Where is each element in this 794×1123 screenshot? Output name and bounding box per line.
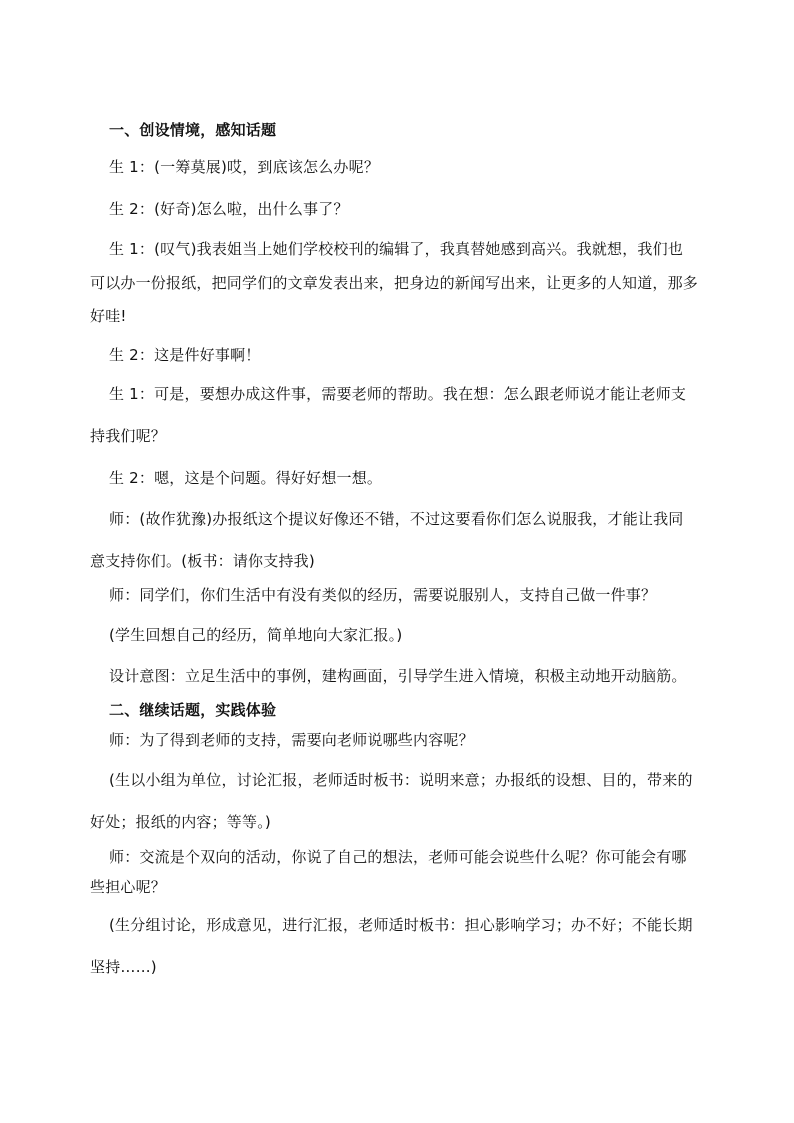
note-line: (学生回想自己的经历，简单地向大家汇报。) <box>109 626 403 644</box>
dialogue-line-continued: 可以办一份报纸，把同学们的文章发表出来，把身边的新闻写出来，让更多的人知道，那多 <box>90 274 699 292</box>
dialogue-line: 生 1：可是，要想办成这件事，需要老师的帮助。我在想：怎么跟老师说才能让老师支 <box>109 385 687 403</box>
section-heading-2: 二、继续话题，实践体验 <box>109 701 277 719</box>
dialogue-line: 生 2：(好奇)怎么啦，出什么事了？ <box>109 200 349 218</box>
dialogue-line: 生 1：(叹气)我表姐当上她们学校校刊的编辑了，我真替她感到高兴。我就想，我们也 <box>109 240 684 258</box>
dialogue-line-continued: 好哇! <box>90 307 127 325</box>
dialogue-line: 生 1：(一筹莫展)哎，到底该怎么办呢？ <box>109 158 380 176</box>
section-heading-1: 一、创设情境，感知话题 <box>109 121 277 139</box>
dialogue-line: 师：交流是个双向的活动，你说了自己的想法，老师可能会说些什么呢？你可能会有哪 <box>109 848 687 866</box>
design-intent: 设计意图：立足生活中的事例，建构画面，引导学生进入情境，积极主动地开动脑筋。 <box>109 667 687 685</box>
dialogue-line-continued: 意支持你们。(板书：请你支持我) <box>90 552 315 570</box>
dialogue-line: 师：(故作犹豫)办报纸这个提议好像还不错，不过这要看你们怎么说服我，才能让我同 <box>109 510 684 528</box>
dialogue-line: 师：同学们，你们生活中有没有类似的经历，需要说服别人，支持自己做一件事？ <box>109 586 657 604</box>
note-line-continued: 坚持……) <box>90 958 157 976</box>
dialogue-line-continued: 持我们呢？ <box>90 427 167 445</box>
note-line-continued: 好处；报纸的内容；等等。) <box>90 813 271 831</box>
note-line: (生以小组为单位，讨论汇报，老师适时板书：说明来意；办报纸的设想、目的，带来的 <box>109 771 693 789</box>
dialogue-line: 师：为了得到老师的支持，需要向老师说哪些内容呢？ <box>109 731 474 749</box>
dialogue-line-continued: 些担心呢？ <box>90 878 167 896</box>
note-line: (生分组讨论，形成意见，进行汇报，老师适时板书：担心影响学习；办不好；不能长期 <box>109 916 693 934</box>
dialogue-line: 生 2：这是件好事啊！ <box>109 346 261 364</box>
dialogue-line: 生 2：嗯，这是个问题。得好好想一想。 <box>109 469 383 487</box>
